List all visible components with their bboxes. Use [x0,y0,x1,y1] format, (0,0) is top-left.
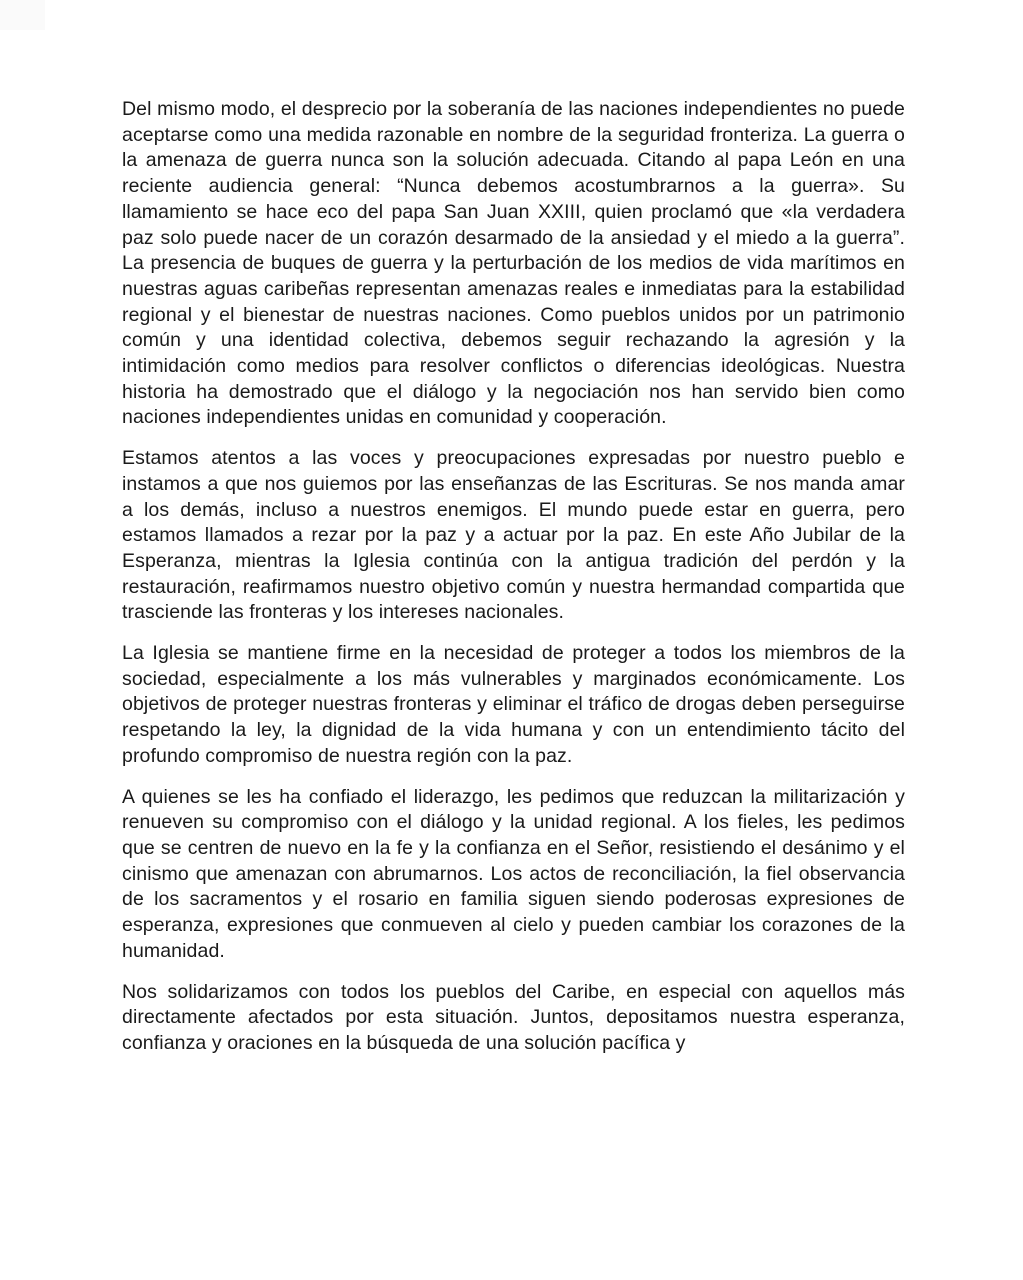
scan-corner-artifact [0,0,45,30]
paragraph-1: Del mismo modo, el desprecio por la soberanía de las naciones independientes no puede aceptarse como una medida razonable en nombre de la seguridad fronteriza. La guerra o la amenaza de guerra nunca son la solución adecuada. Citando al papa León en una reciente audiencia general: “Nunca debemos acostumbrarnos a la guerra». Su llamamiento se hace eco del papa San Juan XXIII, quien proclamó que «la verdadera paz solo puede nacer de un corazón desarmado de la ansiedad y el miedo a la guerra”. La presencia de buques de guerra y la perturbación de los medios de vida marítimos en nuestras aguas caribeñas representan amenazas reales e inmediatas para la estabilidad regional y el bienestar de nuestras naciones. Como pueblos unidos por un patrimonio común y una identidad colectiva, debemos seguir rechazando la agresión y la intimidación como medios para resolver conflictos o diferencias ideológicas. Nuestra historia ha demostrado que el diálogo y la negociación nos han servido bien como naciones independientes unidas en comunidad y cooperación. [122,98,905,429]
paragraph-3: La Iglesia se mantiene firme en la necesidad de proteger a todos los miembros de la sociedad, especialmente a los más vulnerables y marginados económicamente. Los objetivos de proteger nuestras fronteras y eliminar el tráfico de drogas deben perseguirse respetando la ley, la dignidad de la vida humana y con un entendimiento tácito del profundo compromiso de nuestra región con la paz. [122,642,905,767]
document-page-body [122,97,905,1057]
paragraph-2: Estamos atentos a las voces y preocupaciones expresadas por nuestro pueblo e instamos a que nos guiemos por las enseñanzas de las Escrituras. Se nos manda amar a los demás, incluso a nuestros enemigos. El mundo puede estar en guerra, pero estamos llamados a rezar por la paz y a actuar por la paz. En este Año Jubilar de la Esperanza, mientras la Iglesia continúa con la antigua tradición del perdón y la restauración, reafirmamos nuestro objetivo común y nuestra hermandad compartida que trasciende las fronteras y los intereses nacionales. [122,447,905,624]
paragraph-5: Nos solidarizamos con todos los pueblos del Caribe, en especial con aquellos más directamente afectados por esta situación. Juntos, depositamos nuestra esperanza, confianza y oraciones en la búsqueda de una solución pacífica y [122,980,905,1054]
paragraph-4: A quienes se les ha confiado el liderazgo, les pedimos que reduzcan la militarización y renueven su compromiso con el diálogo y la unidad regional. A los fieles, les pedimos que se centren de nuevo en la fe y la confianza en el Señor, resistiendo el desánimo y el cinismo que amenazan con abrumarnos. Los actos de reconciliación, la fiel observancia de los sacramentos y el rosario en familia siguen siendo poderosas expresiones de esperanza, expresiones que conmueven al cielo y pueden cambiar los corazones de la humanidad. [122,785,905,962]
